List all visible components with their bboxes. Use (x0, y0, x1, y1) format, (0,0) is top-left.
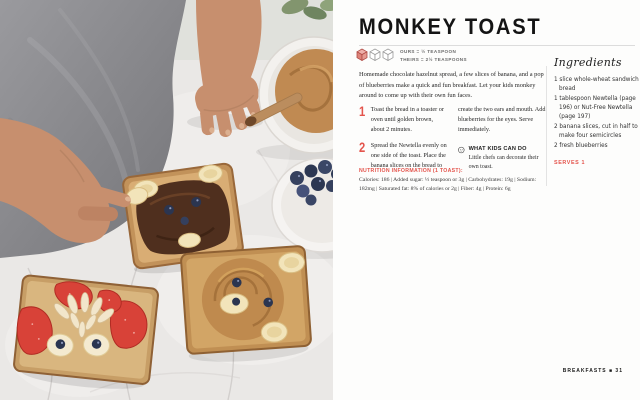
step-1-number: 1 (359, 103, 366, 119)
ingredient-item: 1 slice whole-wheat sandwich bread (554, 77, 639, 92)
column-divider (546, 66, 547, 186)
step-1 (359, 105, 448, 134)
page-footer: BREAKFASTS ■ 31 (562, 368, 623, 374)
kids-tip-heading: WHAT KIDS CAN DO (468, 146, 527, 153)
nutrition-heading: NUTRITION INFORMATION (1 TOAST): (359, 168, 463, 174)
ingredient-item: 1 tablespoon Newtella (page 196) or Nut-Free Newtella (page 197) (554, 96, 636, 120)
chef-face-icon (458, 146, 465, 154)
ingredient-item: 2 fresh blueberries (554, 143, 608, 150)
sugar-ours: OURS = ½ TEASPOON (400, 49, 457, 55)
sugar-theirs: THEIRS = 2½ TEASPOONS (400, 56, 467, 62)
ingredient-item: 2 banana slices, cut in half to make four semicircles (554, 124, 638, 139)
nutrition-text: Calories: 186 | Added sugar: ½ teaspoon or 3g | Carbohydrates: 19g | Sodium: 182mg | Saturated fat: 8% of calories or 2g | Fiber: 4g | Protein: 6g (359, 177, 537, 192)
serves-label: SERVES 1 (554, 160, 586, 167)
sugar-cubes-icon (356, 48, 395, 63)
page-title: MONKEY TOAST (359, 15, 542, 40)
step-2-continued: create the two ears and mouth. Add blueberries for the eyes. Serve immediately. (458, 106, 546, 133)
ingredients-panel (554, 56, 640, 166)
kids-tip-text: Little chefs can decorate their own toast. (468, 154, 539, 170)
bear-toast (181, 246, 312, 365)
recipe-page (333, 0, 640, 400)
instructions (359, 105, 547, 178)
sugar-comparison (356, 48, 467, 63)
sugar-text (400, 48, 467, 63)
step-2-number: 2 (359, 139, 366, 156)
ingredients-heading: Ingredients (554, 56, 622, 69)
instructions-right-column (458, 105, 547, 178)
title-rule (359, 45, 635, 46)
recipe-intro: Homemade chocolate hazelnut spread, a few slices of banana, and a pop of blueberries make a quick and fun breakfast. Let your kids monkey around to come up with their own fun faces. (359, 71, 544, 100)
step-1-text: Toast the bread in a toaster or oven until golden brown, about 2 minutes. (370, 106, 444, 133)
instructions-left-column (359, 105, 448, 178)
ingredients-list (554, 76, 640, 151)
step-2-text: Spread the Newtella evenly on one side of the toast. Place the banana slices on the bread to (370, 142, 447, 169)
owl-toast (12, 275, 159, 394)
step-2 (359, 141, 448, 170)
nutrition-info (359, 168, 547, 194)
